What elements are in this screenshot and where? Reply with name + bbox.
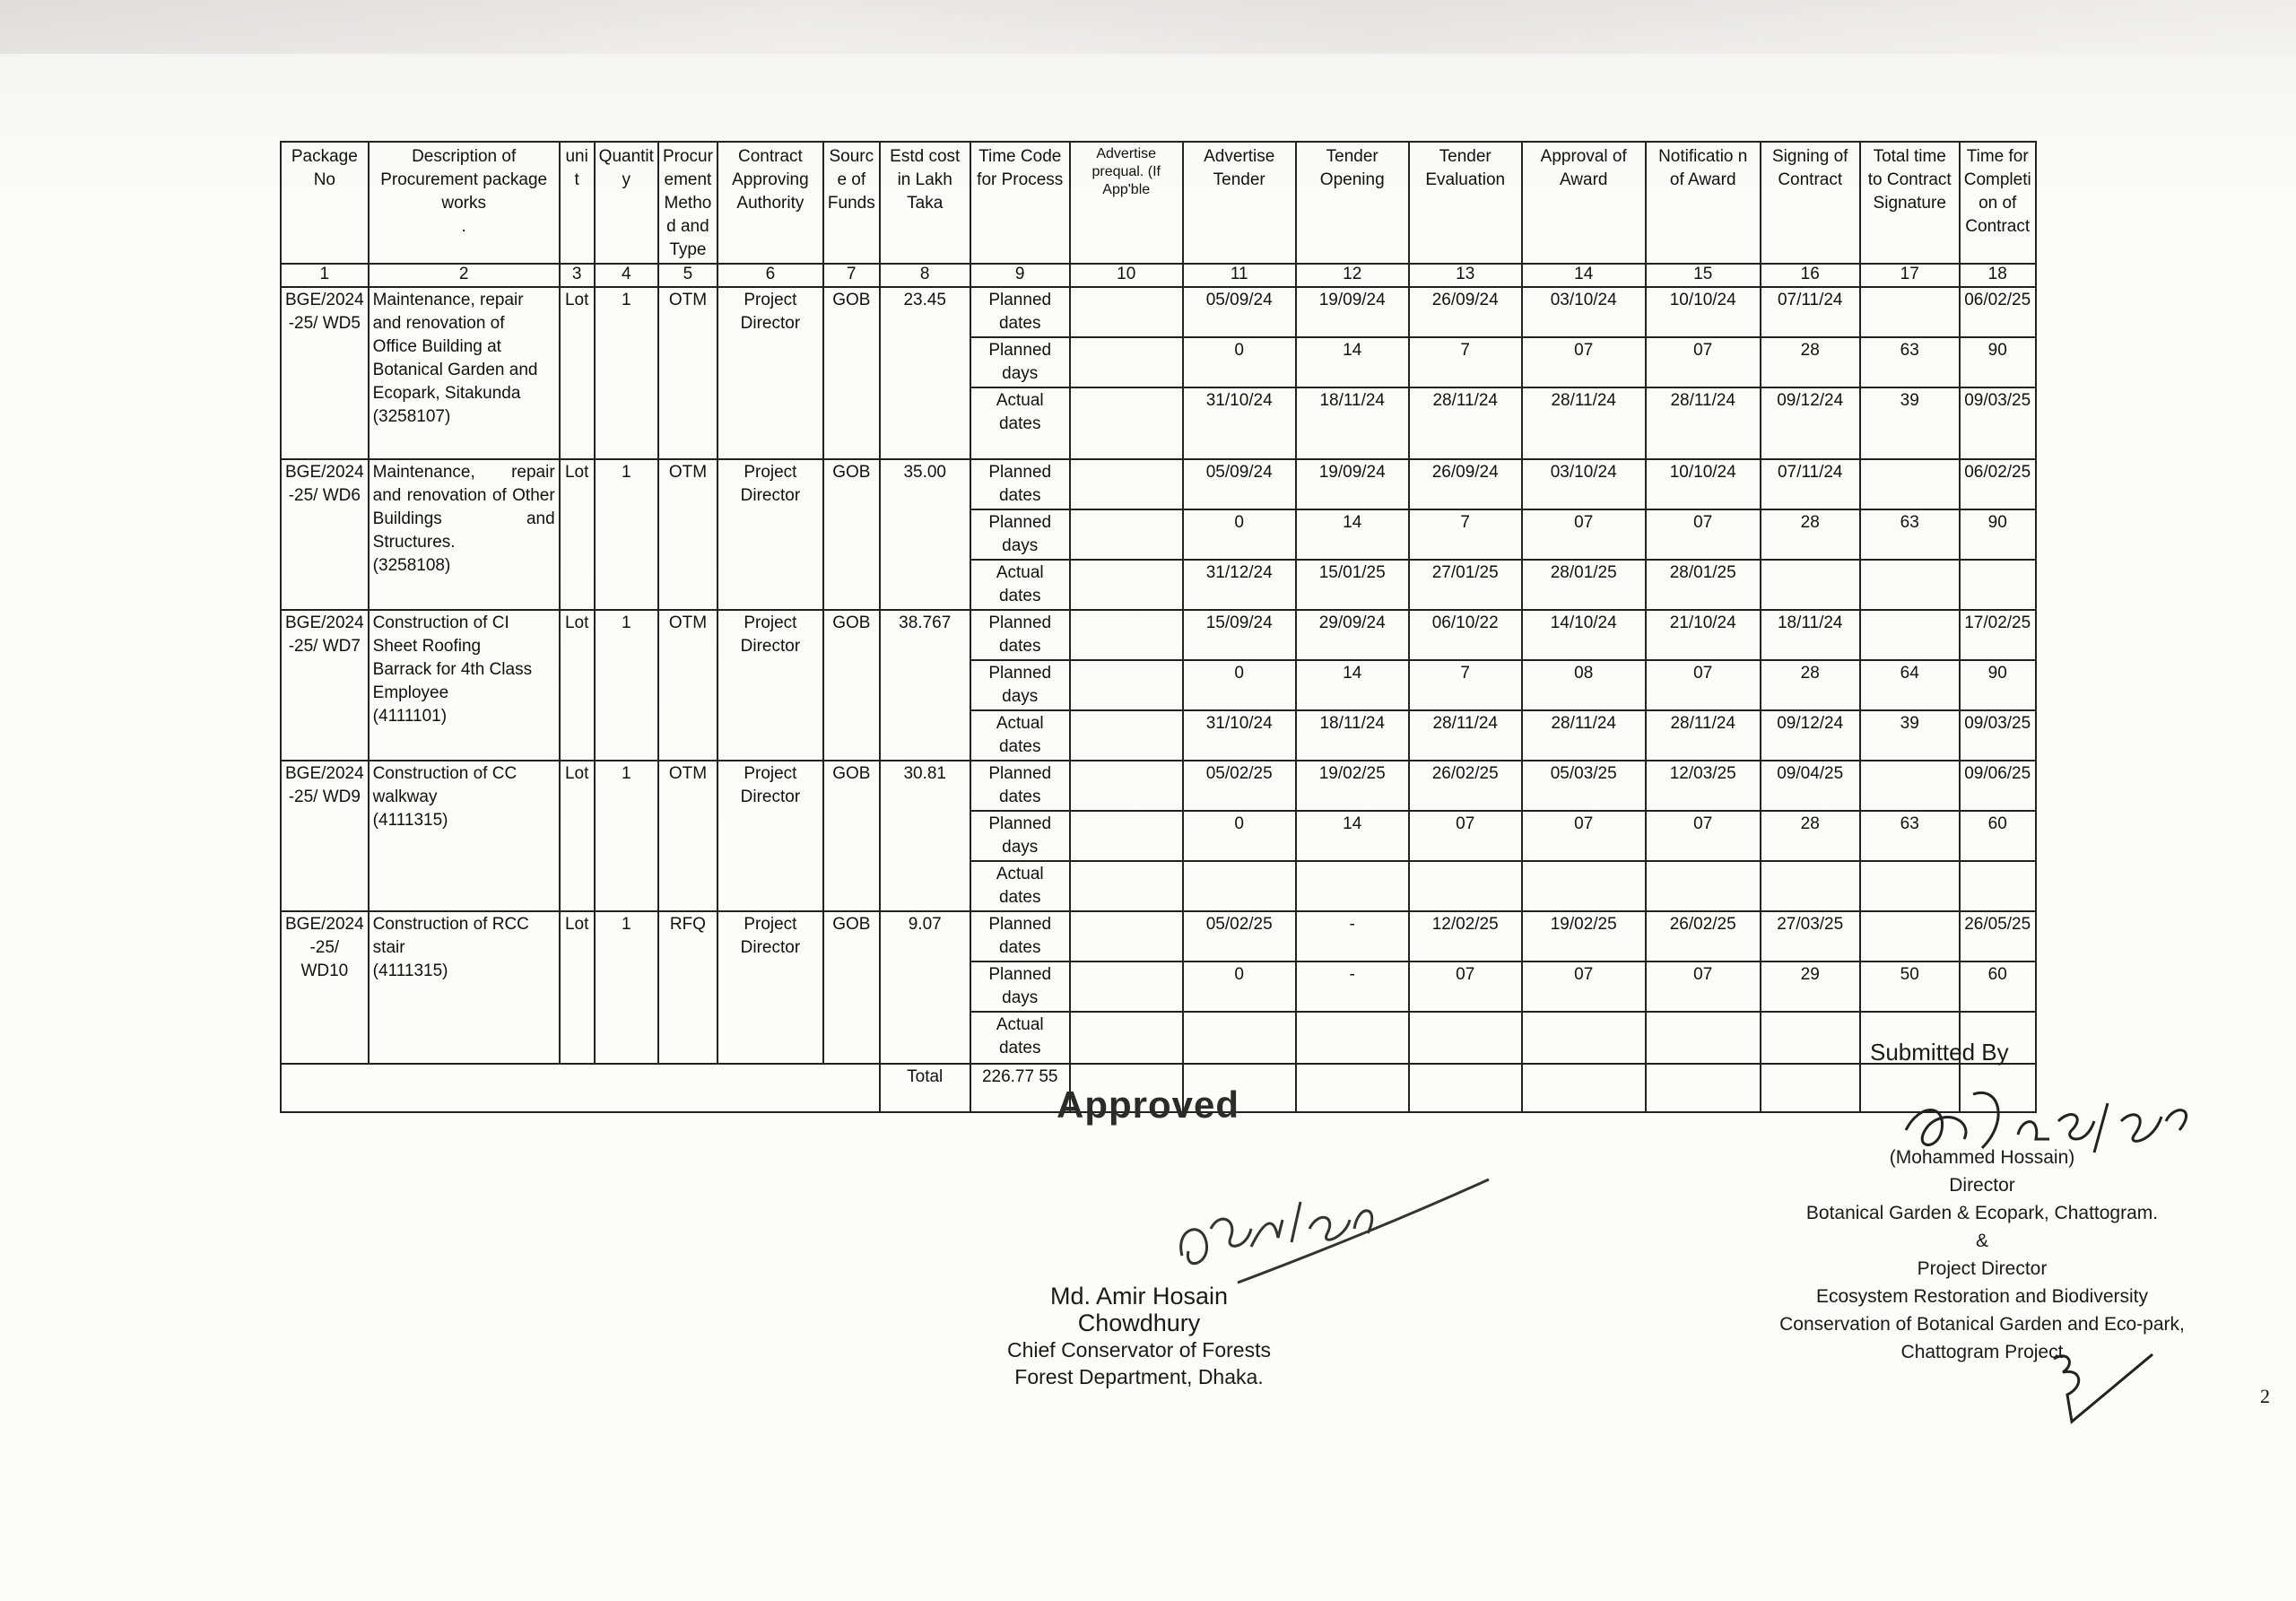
schedule-cell-c17: [1860, 459, 1960, 509]
schedule-cell-c18: 06/02/25: [1960, 459, 2036, 509]
schedule-cell-c18: 60: [1960, 961, 2036, 1012]
schedule-cell-c13: [1409, 1012, 1522, 1064]
schedule-cell-c10: [1070, 387, 1183, 459]
schedule-cell-c14: 07: [1522, 509, 1646, 560]
schedule-cell-c14: 14/10/24: [1522, 610, 1646, 660]
schedule-cell-c18: [1960, 861, 2036, 911]
package-quantity: 1: [595, 911, 658, 1064]
schedule-cell-c13: 26/09/24: [1409, 459, 1522, 509]
package-unit: Lot: [560, 610, 595, 761]
schedule-cell-c12: 14: [1296, 660, 1409, 710]
schedule-cell-c14: 07: [1522, 961, 1646, 1012]
column-number: 16: [1761, 264, 1860, 287]
schedule-cell-c12: 29/09/24: [1296, 610, 1409, 660]
schedule-cell-c11: 15/09/24: [1183, 610, 1296, 660]
package-cost: 9.07: [880, 911, 970, 1064]
schedule-cell-c18: 26/05/25: [1960, 911, 2036, 961]
description-line: Office Building at: [372, 337, 501, 356]
description-line: Construction of RCC: [372, 915, 529, 934]
schedule-cell-c10: [1070, 1012, 1183, 1064]
package-cost: 23.45: [880, 287, 970, 459]
package-method: OTM: [658, 610, 718, 761]
schedule-cell-c14: 19/02/25: [1522, 911, 1646, 961]
schedule-cell-c13: 07: [1409, 811, 1522, 861]
submitter-line: Ecosystem Restoration and Biodiversity: [1816, 1286, 2148, 1307]
time-code: Planned dates: [970, 459, 1070, 509]
column-number: 14: [1522, 264, 1646, 287]
schedule-cell-c13: 06/10/22: [1409, 610, 1522, 660]
schedule-cell-c14: 28/01/25: [1522, 560, 1646, 610]
package-no: BGE/2024 -25/ WD5: [281, 287, 369, 459]
total-row-cell: [1296, 1064, 1409, 1112]
schedule-cell-c12: [1296, 861, 1409, 911]
package-method: OTM: [658, 761, 718, 911]
schedule-cell-c12: 15/01/25: [1296, 560, 1409, 610]
package-row: [281, 761, 2036, 811]
schedule-cell-c15: 26/02/25: [1646, 911, 1761, 961]
total-row-cell: [1409, 1064, 1522, 1112]
description-line: Construction of CC: [372, 764, 517, 783]
schedule-cell-c13: 7: [1409, 509, 1522, 560]
schedule-cell-c11: 31/10/24: [1183, 710, 1296, 761]
col-header-notification-award: Notificatio n of Award: [1646, 142, 1761, 264]
schedule-cell-c13: 07: [1409, 961, 1522, 1012]
schedule-cell-c15: 07: [1646, 337, 1761, 387]
schedule-cell-c10: [1070, 811, 1183, 861]
schedule-cell-c15: [1646, 1012, 1761, 1064]
schedule-cell-c11: 0: [1183, 660, 1296, 710]
schedule-cell-c12: 14: [1296, 509, 1409, 560]
schedule-cell-c11: 05/09/24: [1183, 287, 1296, 337]
col-header-signing-contract: Signing of Contract: [1761, 142, 1860, 264]
schedule-cell-c18: 09/03/25: [1960, 387, 2036, 459]
total-row-cell: [1761, 1064, 1860, 1112]
schedule-cell-c16: 28: [1761, 660, 1860, 710]
schedule-cell-c12: 18/11/24: [1296, 387, 1409, 459]
schedule-cell-c17: [1860, 610, 1960, 660]
package-method: OTM: [658, 287, 718, 459]
schedule-cell-c14: [1522, 861, 1646, 911]
package-no: BGE/2024 -25/ WD6: [281, 459, 369, 610]
schedule-cell-c14: 07: [1522, 337, 1646, 387]
page-number: 2: [2260, 1385, 2270, 1407]
package-quantity: 1: [595, 610, 658, 761]
procurement-plan-table: [280, 141, 2037, 1113]
col-header-prequal: Advertise prequal. (If App'ble: [1070, 142, 1183, 264]
package-funds: GOB: [823, 610, 880, 761]
schedule-cell-c11: 0: [1183, 337, 1296, 387]
package-funds: GOB: [823, 459, 880, 610]
description-line: (4111315): [372, 811, 448, 830]
schedule-cell-c15: 10/10/24: [1646, 287, 1761, 337]
time-code: Planned days: [970, 337, 1070, 387]
col-header-unit: uni t: [560, 142, 595, 264]
schedule-cell-c16: 28: [1761, 509, 1860, 560]
approver-name: Md. Amir Hosain Chowdhury: [1049, 1283, 1229, 1336]
package-funds: GOB: [823, 761, 880, 911]
col-header-approval-award: Approval of Award: [1522, 142, 1646, 264]
approver-office: Forest Department, Dhaka.: [1014, 1365, 1264, 1388]
package-cost: 38.767: [880, 610, 970, 761]
schedule-cell-c17: 39: [1860, 387, 1960, 459]
package-quantity: 1: [595, 459, 658, 610]
schedule-cell-c16: 28: [1761, 337, 1860, 387]
column-number: 7: [823, 264, 880, 287]
time-code: Planned dates: [970, 610, 1070, 660]
schedule-cell-c16: 09/12/24: [1761, 710, 1860, 761]
schedule-cell-c15: 07: [1646, 961, 1761, 1012]
description-line: stair: [372, 938, 405, 957]
column-number: 18: [1960, 264, 2036, 287]
col-header-package-no: Package No: [281, 142, 369, 264]
schedule-cell-c10: [1070, 287, 1183, 337]
package-method: RFQ: [658, 911, 718, 1064]
time-code: Planned days: [970, 961, 1070, 1012]
schedule-cell-c16: [1761, 861, 1860, 911]
schedule-cell-c17: [1860, 560, 1960, 610]
package-unit: Lot: [560, 761, 595, 911]
package-row: [281, 911, 2036, 961]
description-line: Maintenance, repair and renovation of Other Buildings and Structures.: [372, 463, 555, 552]
schedule-cell-c10: [1070, 961, 1183, 1012]
description-line: Ecopark, Sitakunda: [372, 384, 521, 403]
schedule-cell-c16: 09/12/24: [1761, 387, 1860, 459]
header-dot: .: [461, 217, 466, 236]
schedule-cell-c12: 19/09/24: [1296, 287, 1409, 337]
package-description: [369, 761, 560, 911]
total-row-cell: [1522, 1064, 1646, 1112]
schedule-cell-c18: 90: [1960, 509, 2036, 560]
schedule-cell-c10: [1070, 710, 1183, 761]
schedule-cell-c15: 07: [1646, 811, 1761, 861]
schedule-cell-c16: 28: [1761, 811, 1860, 861]
submitter-line: Director: [1949, 1175, 2015, 1196]
schedule-cell-c12: 14: [1296, 811, 1409, 861]
column-number: 4: [595, 264, 658, 287]
col-header-quantity: Quantit y: [595, 142, 658, 264]
schedule-cell-c18: 60: [1960, 811, 2036, 861]
column-number: 12: [1296, 264, 1409, 287]
schedule-cell-c11: [1183, 1012, 1296, 1064]
description-line: Construction of CI: [372, 613, 509, 632]
schedule-cell-c14: 03/10/24: [1522, 287, 1646, 337]
package-row: [281, 287, 2036, 337]
schedule-cell-c13: 28/11/24: [1409, 387, 1522, 459]
schedule-cell-c18: 09/06/25: [1960, 761, 2036, 811]
time-code: Planned days: [970, 509, 1070, 560]
schedule-cell-c15: 28/11/24: [1646, 710, 1761, 761]
schedule-cell-c18: 17/02/25: [1960, 610, 2036, 660]
col-header-tender-evaluation: Tender Evaluation: [1409, 142, 1522, 264]
schedule-cell-c15: 21/10/24: [1646, 610, 1761, 660]
schedule-cell-c11: 0: [1183, 509, 1296, 560]
column-number-row: [281, 264, 2036, 287]
description-line: (4111101): [372, 707, 448, 726]
package-funds: GOB: [823, 287, 880, 459]
schedule-cell-c15: 28/01/25: [1646, 560, 1761, 610]
schedule-cell-c12: [1296, 1012, 1409, 1064]
package-authority: Project Director: [718, 610, 823, 761]
column-number: 5: [658, 264, 718, 287]
schedule-cell-c18: [1960, 560, 2036, 610]
col-header-funds: Sourc e of Funds: [823, 142, 880, 264]
schedule-cell-c17: 63: [1860, 811, 1960, 861]
time-code: Actual dates: [970, 861, 1070, 911]
column-number: 2: [369, 264, 560, 287]
schedule-cell-c16: 07/11/24: [1761, 287, 1860, 337]
schedule-cell-c16: 09/04/25: [1761, 761, 1860, 811]
schedule-cell-c14: 03/10/24: [1522, 459, 1646, 509]
col-header-tender-opening: Tender Opening: [1296, 142, 1409, 264]
scan-shadow: [0, 0, 2296, 54]
description-line: (3258108): [372, 556, 451, 575]
column-number: 13: [1409, 264, 1522, 287]
schedule-cell-c10: [1070, 610, 1183, 660]
col-header-description: [369, 142, 560, 264]
schedule-cell-c13: 7: [1409, 660, 1522, 710]
approver-block: [987, 1283, 1292, 1390]
package-description: [369, 610, 560, 761]
schedule-cell-c18: 90: [1960, 337, 2036, 387]
schedule-cell-c15: 12/03/25: [1646, 761, 1761, 811]
description-line: Sheet Roofing: [372, 637, 482, 656]
approved-stamp: Approved: [1057, 1083, 1240, 1126]
package-rows: [281, 287, 2036, 1064]
total-row-blank: [281, 1064, 880, 1112]
schedule-cell-c11: 05/02/25: [1183, 761, 1296, 811]
schedule-cell-c18: 09/03/25: [1960, 710, 2036, 761]
schedule-cell-c11: 0: [1183, 811, 1296, 861]
schedule-cell-c18: 06/02/25: [1960, 287, 2036, 337]
schedule-cell-c12: -: [1296, 961, 1409, 1012]
schedule-cell-c14: 28/11/24: [1522, 710, 1646, 761]
submitted-by-title: Submitted By: [1870, 1039, 2009, 1066]
schedule-cell-c15: 28/11/24: [1646, 387, 1761, 459]
schedule-cell-c15: 07: [1646, 509, 1761, 560]
description-line: Botanical Garden and: [372, 361, 538, 379]
description-line: walkway: [372, 787, 438, 806]
schedule-cell-c11: 31/12/24: [1183, 560, 1296, 610]
schedule-cell-c17: 63: [1860, 337, 1960, 387]
schedule-cell-c16: 07/11/24: [1761, 459, 1860, 509]
package-no: BGE/2024 -25/ WD9: [281, 761, 369, 911]
time-code: Planned dates: [970, 287, 1070, 337]
schedule-cell-c16: 29: [1761, 961, 1860, 1012]
schedule-cell-c16: 27/03/25: [1761, 911, 1860, 961]
schedule-cell-c12: -: [1296, 911, 1409, 961]
time-code: Planned dates: [970, 911, 1070, 961]
schedule-cell-c13: 12/02/25: [1409, 911, 1522, 961]
schedule-cell-c10: [1070, 761, 1183, 811]
column-number: 1: [281, 264, 369, 287]
package-authority: Project Director: [718, 459, 823, 610]
description-line: Maintenance, repair: [372, 291, 524, 309]
time-code: Actual dates: [970, 387, 1070, 459]
column-number: 17: [1860, 264, 1960, 287]
submitter-line: Project Director: [1917, 1258, 2048, 1279]
schedule-cell-c15: 10/10/24: [1646, 459, 1761, 509]
schedule-cell-c17: [1860, 911, 1960, 961]
package-funds: GOB: [823, 911, 880, 1064]
total-label: Total: [880, 1064, 970, 1112]
schedule-cell-c17: [1860, 761, 1960, 811]
schedule-cell-c10: [1070, 660, 1183, 710]
schedule-cell-c13: 28/11/24: [1409, 710, 1522, 761]
approver-designation: Chief Conservator of Forests: [1006, 1338, 1271, 1362]
schedule-cell-c17: 63: [1860, 509, 1960, 560]
schedule-cell-c12: 18/11/24: [1296, 710, 1409, 761]
schedule-cell-c15: 07: [1646, 660, 1761, 710]
package-authority: Project Director: [718, 761, 823, 911]
column-number: 8: [880, 264, 970, 287]
schedule-cell-c12: 14: [1296, 337, 1409, 387]
schedule-cell-c17: [1860, 861, 1960, 911]
package-unit: Lot: [560, 287, 595, 459]
description-line: and renovation of: [372, 314, 505, 333]
submitter-block: [1731, 1144, 2233, 1366]
schedule-cell-c13: [1409, 861, 1522, 911]
schedule-cell-c12: 19/02/25: [1296, 761, 1409, 811]
time-code: Planned days: [970, 811, 1070, 861]
schedule-cell-c13: 26/09/24: [1409, 287, 1522, 337]
package-quantity: 1: [595, 761, 658, 911]
submitter-name: (Mohammed Hossain): [1889, 1147, 2075, 1168]
column-number: 9: [970, 264, 1070, 287]
time-code: Actual dates: [970, 560, 1070, 610]
schedule-cell-c16: 18/11/24: [1761, 610, 1860, 660]
schedule-cell-c17: 50: [1860, 961, 1960, 1012]
col-header-description-text: Description of Procurement package works: [380, 147, 548, 213]
package-unit: Lot: [560, 911, 595, 1064]
schedule-cell-c15: [1646, 861, 1761, 911]
schedule-cell-c10: [1070, 861, 1183, 911]
package-quantity: 1: [595, 287, 658, 459]
schedule-cell-c16: [1761, 1012, 1860, 1064]
package-no: BGE/2024 -25/ WD10: [281, 911, 369, 1064]
schedule-cell-c11: 31/10/24: [1183, 387, 1296, 459]
col-header-authority: Contract Approving Authority: [718, 142, 823, 264]
col-header-advertise-tender: Advertise Tender: [1183, 142, 1296, 264]
schedule-cell-c11: 05/02/25: [1183, 911, 1296, 961]
package-description: [369, 459, 560, 610]
schedule-cell-c16: [1761, 560, 1860, 610]
schedule-cell-c10: [1070, 509, 1183, 560]
schedule-cell-c11: [1183, 861, 1296, 911]
col-header-completion-time: Time for Completi on of Contract: [1960, 142, 2036, 264]
schedule-cell-c14: 28/11/24: [1522, 387, 1646, 459]
time-code: Actual dates: [970, 710, 1070, 761]
schedule-cell-c13: 7: [1409, 337, 1522, 387]
package-method: OTM: [658, 459, 718, 610]
column-number: 11: [1183, 264, 1296, 287]
schedule-cell-c13: 26/02/25: [1409, 761, 1522, 811]
package-authority: Project Director: [718, 287, 823, 459]
time-code: Planned days: [970, 660, 1070, 710]
schedule-cell-c14: [1522, 1012, 1646, 1064]
package-row: [281, 459, 2036, 509]
schedule-cell-c11: 0: [1183, 961, 1296, 1012]
submitter-line: Conservation of Botanical Garden and Eco-park,: [1779, 1314, 2185, 1335]
package-cost: 35.00: [880, 459, 970, 610]
schedule-cell-c14: 07: [1522, 811, 1646, 861]
schedule-cell-c11: 05/09/24: [1183, 459, 1296, 509]
schedule-cell-c10: [1070, 911, 1183, 961]
schedule-cell-c12: 19/09/24: [1296, 459, 1409, 509]
col-header-total-time: Total time to Contract Signature: [1860, 142, 1960, 264]
col-header-method: Procur ement Metho d and Type: [658, 142, 718, 264]
schedule-cell-c17: 39: [1860, 710, 1960, 761]
time-code: Actual dates: [970, 1012, 1070, 1064]
submitter-line: Botanical Garden & Ecopark, Chattogram.: [1805, 1203, 2159, 1223]
package-cost: 30.81: [880, 761, 970, 911]
schedule-cell-c14: 08: [1522, 660, 1646, 710]
column-number: 10: [1070, 264, 1183, 287]
schedule-cell-c13: 27/01/25: [1409, 560, 1522, 610]
package-no: BGE/2024 -25/ WD7: [281, 610, 369, 761]
submitter-line: &: [1975, 1231, 1988, 1251]
schedule-cell-c14: 05/03/25: [1522, 761, 1646, 811]
schedule-cell-c17: [1860, 287, 1960, 337]
column-number: 15: [1646, 264, 1761, 287]
col-header-cost: Estd cost in Lakh Taka: [880, 142, 970, 264]
package-description: [369, 911, 560, 1064]
package-authority: Project Director: [718, 911, 823, 1064]
schedule-cell-c10: [1070, 337, 1183, 387]
description-line: (3258107): [372, 407, 451, 426]
package-description: [369, 287, 560, 459]
total-row-cell: [1646, 1064, 1761, 1112]
schedule-cell-c10: [1070, 560, 1183, 610]
description-line: Employee: [372, 683, 449, 702]
package-row: [281, 610, 2036, 660]
total-value: 226.77 55: [970, 1064, 1070, 1112]
col-header-time-code: Time Code for Process: [970, 142, 1070, 264]
approver-signature: [1166, 1166, 1507, 1292]
time-code: Planned dates: [970, 761, 1070, 811]
initial-mark: [2045, 1345, 2161, 1426]
submitter-line: Chattogram Project: [1900, 1342, 2064, 1362]
column-number: 6: [718, 264, 823, 287]
package-unit: Lot: [560, 459, 595, 610]
schedule-cell-c17: 64: [1860, 660, 1960, 710]
description-line: Barrack for 4th Class: [372, 660, 533, 679]
header-row: [281, 142, 2036, 264]
column-number: 3: [560, 264, 595, 287]
schedule-cell-c18: 90: [1960, 660, 2036, 710]
schedule-cell-c10: [1070, 459, 1183, 509]
description-line: (4111315): [372, 961, 448, 980]
